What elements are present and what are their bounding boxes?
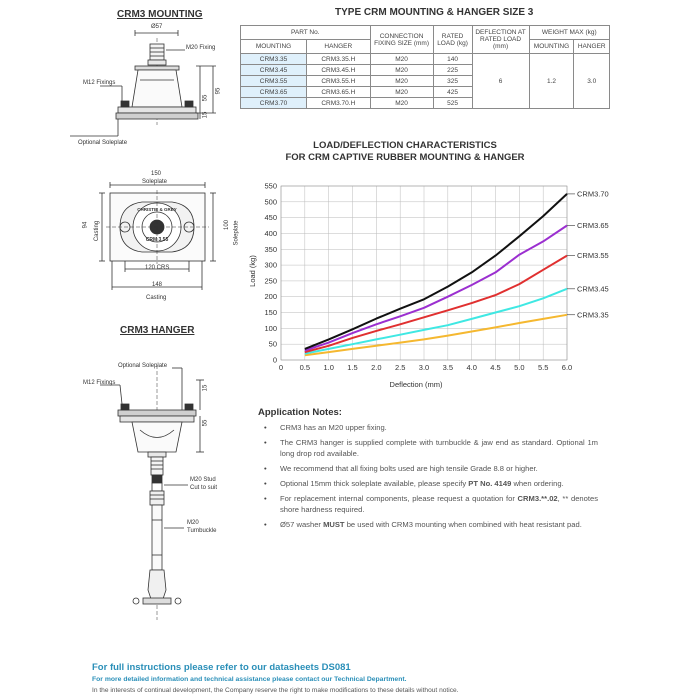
series-label: CRM3.65 [577, 221, 609, 231]
cell-hanger: CRM3.55.H [307, 76, 371, 87]
m20-fixing-label: M20 Fixing [186, 45, 216, 51]
cell-hanger: CRM3.45.H [307, 65, 371, 76]
mounting-elevation-drawing [0, 0, 240, 160]
x-tick-label: 0.5 [299, 363, 311, 372]
chart-title-line1: LOAD/DEFLECTION CHARACTERISTICS [313, 140, 497, 151]
turnbuckle-label-line2: Turnbuckle [187, 528, 217, 534]
th-weight-hanger: HANGER [574, 40, 610, 54]
mounting-title: CRM3 MOUNTING [117, 9, 203, 20]
cell-deflection: 6 [472, 54, 529, 109]
x-tick-label: 4.5 [490, 363, 501, 372]
note-text: when ordering. [511, 479, 564, 488]
cell-mounting: CRM3.35 [241, 54, 307, 65]
stud-label-line1: M20 Stud [190, 477, 216, 483]
hanger-title: CRM3 HANGER [120, 325, 195, 336]
x-tick-labels [279, 363, 572, 372]
m12-fixings-label: M12 Fixings [83, 80, 116, 86]
diameter-label: Ø57 [151, 24, 163, 30]
plan-view-drawing [0, 160, 240, 310]
note-text: For replacement internal components, please request a quotation for [280, 494, 518, 503]
turnbuckle-label-line1: M20 [187, 520, 199, 526]
x-tick-label: 1.5 [347, 363, 358, 372]
note-text: CRM3 has an M20 upper fixing. [280, 423, 387, 432]
note-bold: CRM3.**.02 [517, 494, 558, 503]
y-tick-label: 100 [264, 323, 277, 333]
x-tick-label: 0 [278, 363, 284, 372]
dim-95-label: 95 [215, 87, 222, 95]
cell-mounting: CRM3.65 [241, 87, 307, 98]
note-bold: MUST [323, 520, 345, 529]
cell-hanger: CRM3.65.H [307, 87, 371, 98]
note-text: Ø57 washer [280, 520, 324, 529]
note-text: Optional 15mm thick soleplate available, please specify [280, 479, 469, 488]
table-row [241, 54, 610, 65]
x-tick-label: 2.5 [394, 363, 406, 372]
load-deflection-chart [235, 176, 635, 396]
y-tick-label: 50 [268, 339, 277, 349]
th-part-no: PART No. [241, 26, 371, 40]
footer-disclaimer: In the interests of continual development, the Company reserve the right to make modifications to these details without notice. [92, 687, 459, 694]
y-tick-label: 500 [264, 197, 277, 207]
dim-55-label: 55 [202, 94, 209, 102]
width-150-label: 150 [151, 171, 162, 177]
cell-weight-mounting: 1.2 [529, 54, 574, 109]
note-text: The CRM3 hanger is supplied complete with turnbuckle & jaw end as standard. Optional 1m long drop rod available. [280, 438, 598, 458]
soleplate-side-label: Soleplate [233, 220, 240, 246]
y-tick-label: 550 [264, 181, 277, 191]
cell-fixing: M20 [370, 76, 433, 87]
casting-side-label: Casting [94, 220, 101, 242]
casting-bottom-label: Casting [146, 295, 167, 301]
cell-weight-hanger: 3.0 [574, 54, 610, 109]
x-tick-label: 5.0 [514, 363, 525, 372]
y-tick-labels [264, 182, 277, 365]
hanger-optional-soleplate-label: Optional Soleplate [118, 363, 168, 369]
cell-mounting: CRM3.55 [241, 76, 307, 87]
series-labels [567, 189, 609, 319]
series-line-crm3-35 [305, 315, 567, 356]
cell-load: 140 [433, 54, 472, 65]
notes-list [258, 422, 598, 534]
dim-94-label: 94 [82, 221, 89, 229]
y-tick-label: 150 [264, 308, 277, 318]
y-tick-label: 400 [264, 228, 277, 238]
note-item [258, 478, 598, 489]
cell-mounting: CRM3.45 [241, 65, 307, 76]
hanger-m12-fixings-label: M12 Fixings [83, 380, 116, 386]
series-lines [305, 194, 567, 355]
cell-fixing: M20 [370, 98, 433, 109]
stud-label-line2: Cut to suit [190, 485, 218, 491]
x-tick-label: 2.0 [371, 363, 382, 372]
y-axis-label: Load (kg) [248, 255, 257, 287]
cell-fixing: M20 [370, 87, 433, 98]
th-hanger: HANGER [307, 40, 371, 54]
th-mounting: MOUNTING [241, 40, 307, 54]
x-tick-label: 3.0 [418, 363, 430, 372]
cell-hanger: CRM3.35.H [307, 54, 371, 65]
y-tick-label: 200 [264, 292, 277, 302]
badge-top-text: CHRISTIE & GREY [137, 207, 177, 212]
hanger-dim-55-label: 55 [202, 419, 209, 427]
note-text: , ** denotes shore hardness required. [280, 494, 599, 514]
notes-title: Application Notes: [258, 407, 342, 418]
note-item [258, 493, 598, 515]
note-item [258, 422, 598, 433]
chart-grid [281, 186, 567, 360]
chart-title-line2: FOR CRM CAPTIVE RUBBER MOUNTING & HANGER [285, 152, 525, 163]
x-tick-label: 3.5 [442, 363, 454, 372]
series-label: CRM3.70 [577, 189, 609, 199]
y-tick-label: 350 [264, 244, 277, 254]
th-deflection: DEFLECTION AT RATED LOAD (mm) [472, 26, 529, 54]
note-bold: PT No. 4149 [468, 479, 512, 488]
crs-120-label: 120 CRS [145, 265, 170, 271]
badge-bottom-text: CRM 3.55 [145, 237, 169, 243]
x-tick-label: 6.0 [561, 363, 573, 372]
cell-load: 525 [433, 98, 472, 109]
cell-fixing: M20 [370, 65, 433, 76]
y-tick-label: 250 [264, 276, 277, 286]
cell-hanger: CRM3.70.H [307, 98, 371, 109]
th-rated-load: RATED LOAD (kg) [433, 26, 472, 54]
th-weight-mounting: MOUNTING [529, 40, 574, 54]
th-weight: WEIGHT MAX (kg) [529, 26, 609, 40]
note-text: be used with CRM3 mounting when combined with heat resistant pad. [344, 520, 582, 529]
footer-datasheet-link[interactable]: For full instructions please refer to our datasheets DS081 [92, 662, 351, 673]
soleplate-top-label: Soleplate [142, 179, 168, 185]
y-tick-label: 0 [272, 355, 277, 365]
th-connection: CONNECTION FIXING SIZE (mm) [370, 26, 433, 54]
cell-load: 325 [433, 76, 472, 87]
y-tick-label: 450 [264, 213, 277, 223]
dim-15-label: 15 [202, 111, 209, 119]
table-title: TYPE CRM MOUNTING & HANGER SIZE 3 [335, 7, 534, 18]
cell-load: 425 [433, 87, 472, 98]
hanger-dim-15-label: 15 [202, 384, 209, 392]
spec-table [240, 25, 610, 109]
dim-100-label: 100 [224, 219, 231, 231]
cell-load: 225 [433, 65, 472, 76]
series-line-crm3-65 [305, 226, 567, 351]
footer-contact: For more detailed information and technical assistance please contact our Technical Department. [92, 676, 407, 683]
series-label: CRM3.45 [577, 284, 609, 294]
note-item [258, 463, 598, 474]
note-item [258, 437, 598, 459]
series-line-crm3-70 [305, 194, 567, 349]
note-item [258, 519, 598, 530]
x-tick-label: 1.0 [323, 363, 334, 372]
x-axis-label: Deflection (mm) [389, 380, 443, 389]
note-text: We recommend that all fixing bolts used are high tensile Grade 8.8 or higher. [280, 464, 538, 473]
cell-fixing: M20 [370, 54, 433, 65]
cell-mounting: CRM3.70 [241, 98, 307, 109]
series-label: CRM3.55 [577, 251, 609, 261]
x-tick-label: 4.0 [466, 363, 477, 372]
x-tick-label: 5.5 [537, 363, 549, 372]
y-tick-label: 300 [264, 260, 277, 270]
dim-148-label: 148 [152, 282, 163, 288]
optional-soleplate-label: Optional Soleplate [78, 140, 128, 146]
series-label: CRM3.35 [577, 310, 609, 320]
